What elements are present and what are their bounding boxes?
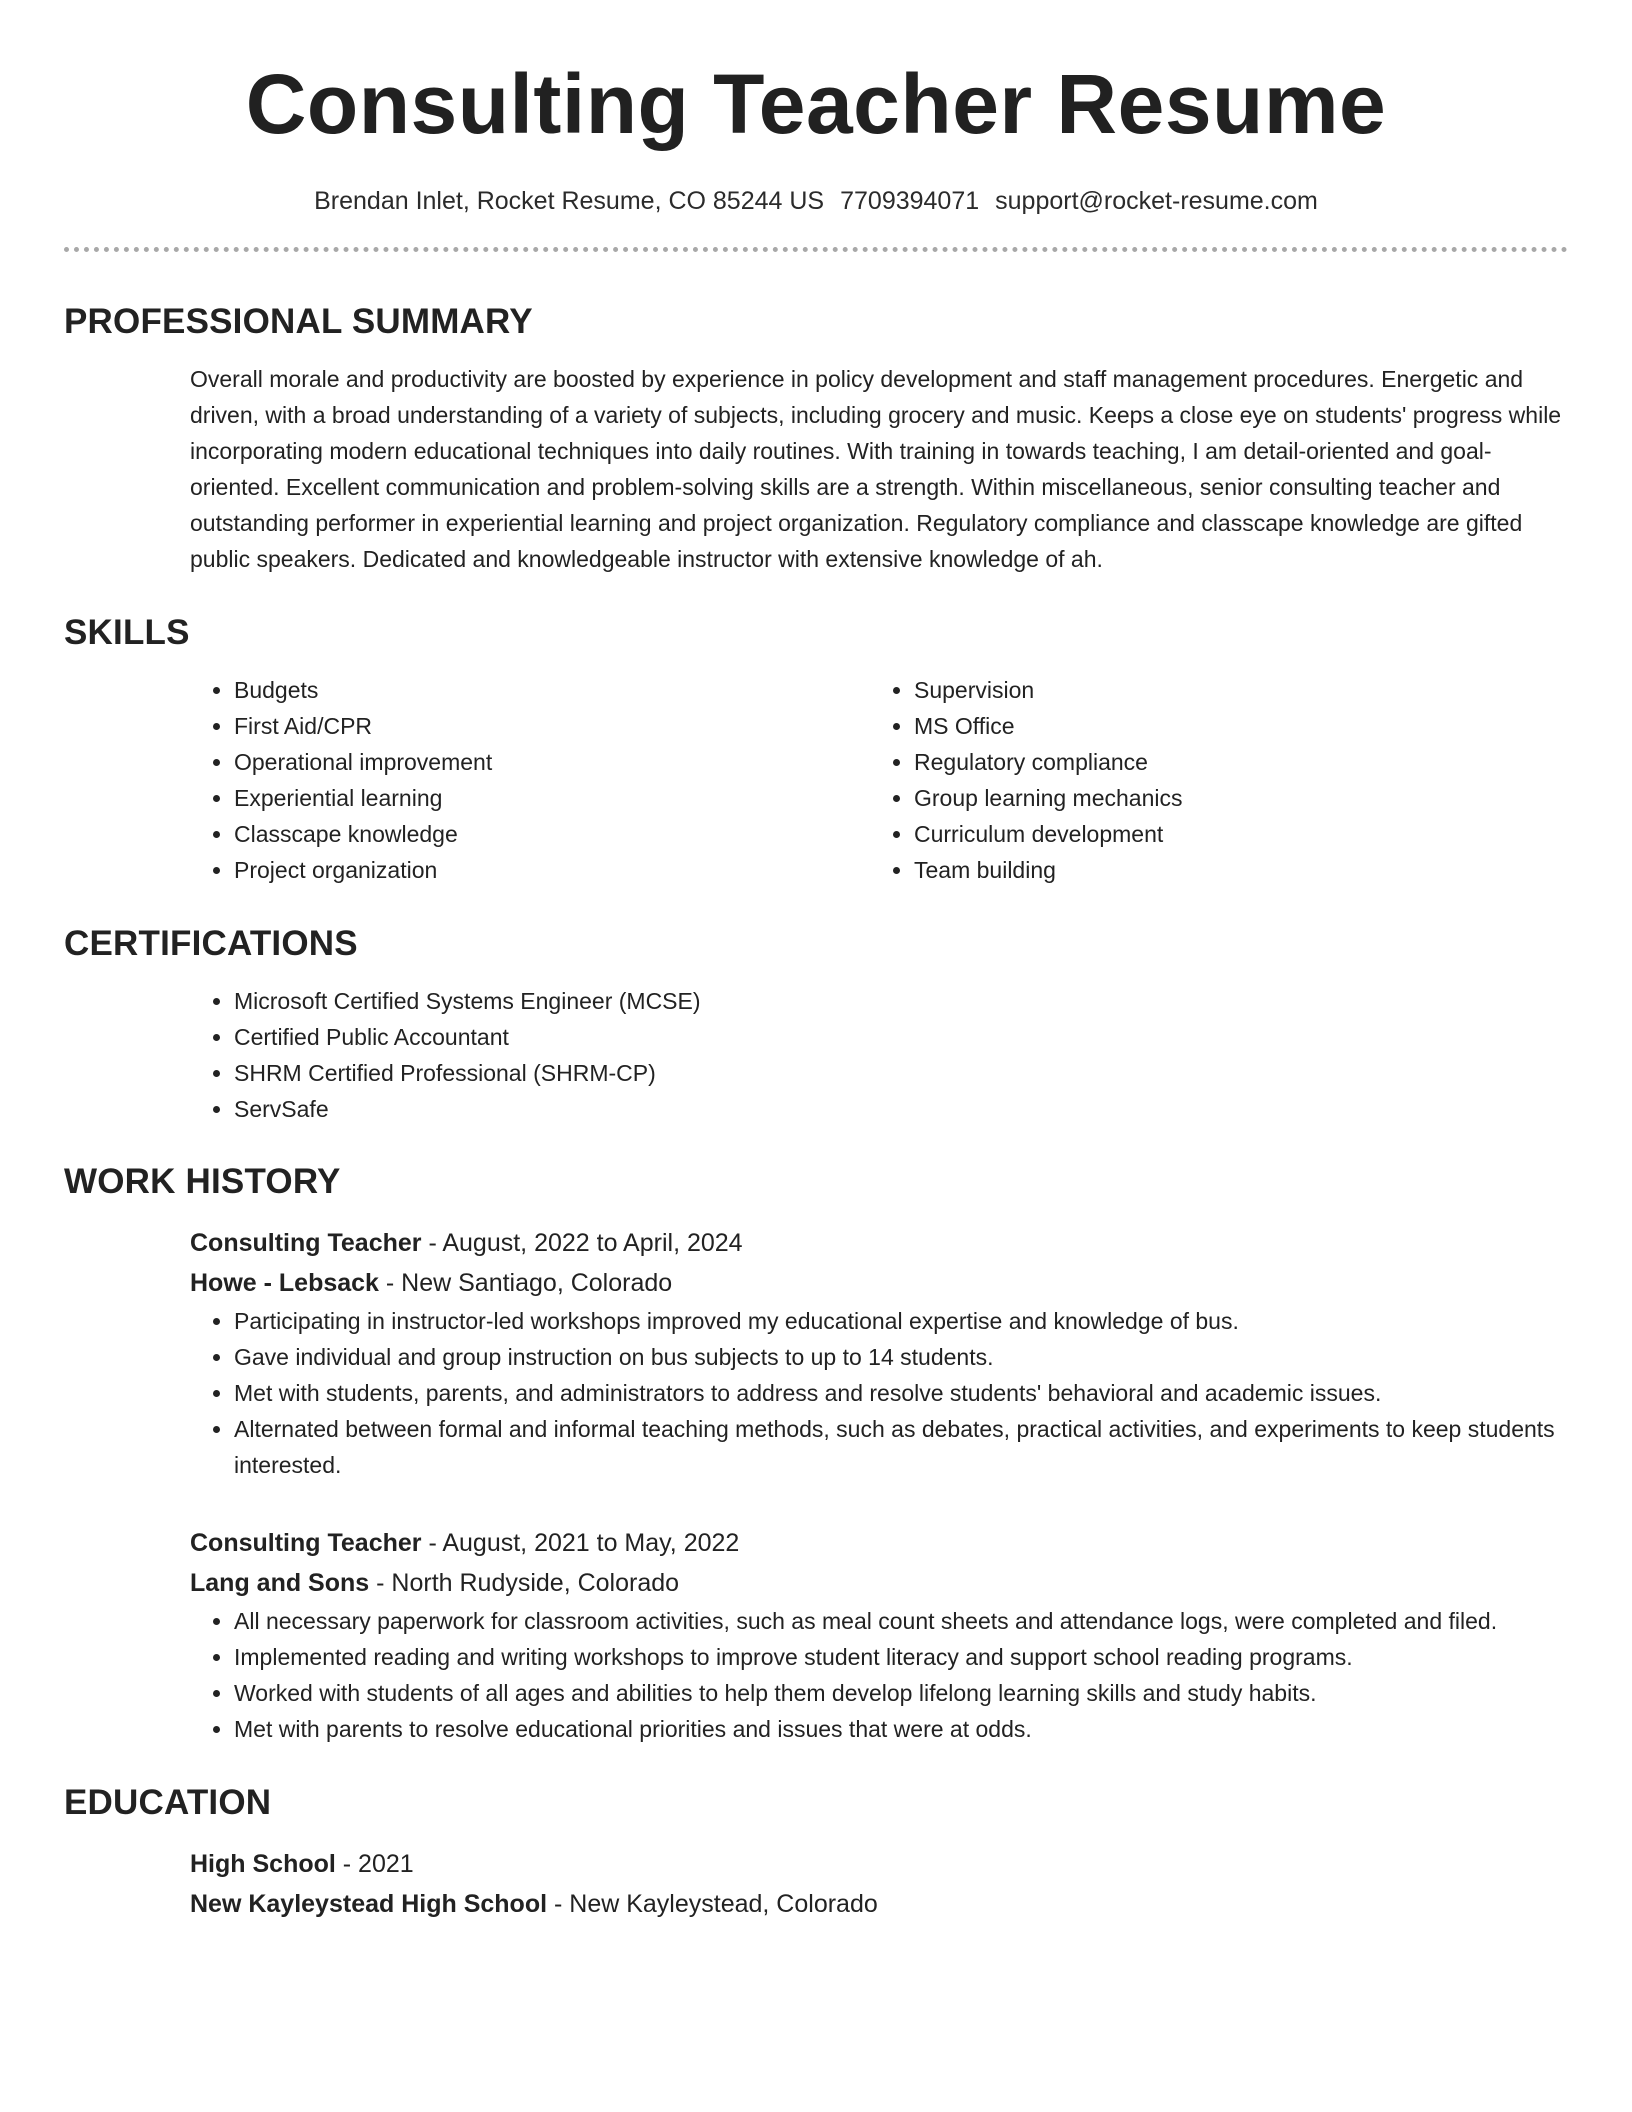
skill-item: • Experiential learning	[234, 780, 870, 816]
job-entry	[190, 1523, 1568, 1747]
skill-item: • First Aid/CPR	[234, 708, 870, 744]
job-bullet: • Worked with students of all ages and abilities to help them develop lifelong learning skills and study habits.	[234, 1675, 1568, 1711]
skill-item: • Regulatory compliance	[914, 744, 1550, 780]
job-entry	[190, 1223, 1568, 1483]
skill-item: • Operational improvement	[234, 744, 870, 780]
certifications-section	[64, 926, 1568, 1127]
skill-item: • Project organization	[234, 852, 870, 888]
resume-title: Consulting Teacher Resume	[245, 57, 1387, 151]
job-bullet: • Participating in instructor-led workshops improved my educational expertise and knowledge of bus.	[234, 1303, 1568, 1339]
education-location: - New Kayleystead, Colorado	[547, 1890, 878, 1918]
skill-item: • Budgets	[234, 672, 870, 708]
education-entry	[190, 1844, 1568, 1924]
summary-section	[64, 304, 1568, 577]
certification-item: • SHRM Certified Professional (SHRM-CP)	[234, 1055, 1568, 1091]
education-heading: EDUCATION	[64, 1783, 272, 1822]
certifications-list	[190, 983, 1568, 1127]
job-dates: - August, 2021 to May, 2022	[421, 1529, 740, 1557]
education-school: New Kayleystead High School	[190, 1890, 548, 1918]
job-bullet: • Met with parents to resolve educational priorities and issues that were at odds.	[234, 1711, 1568, 1747]
job-bullets	[190, 1303, 1568, 1483]
certification-item: • Microsoft Certified Systems Engineer (MCSE)	[234, 983, 1568, 1019]
job-dates: - August, 2022 to April, 2024	[421, 1229, 743, 1257]
skill-item: • Classcape knowledge	[234, 816, 870, 852]
job-location: - North Rudyside, Colorado	[369, 1569, 680, 1597]
certification-item: • ServSafe	[234, 1091, 1568, 1127]
job-company-line	[190, 1563, 1568, 1603]
education-degree-line	[190, 1844, 1568, 1884]
education-section	[64, 1785, 1568, 1924]
education-year: - 2021	[335, 1850, 414, 1878]
skill-item: • Team building	[914, 852, 1550, 888]
job-title-line	[190, 1223, 1568, 1263]
work-history-heading: WORK HISTORY	[64, 1162, 341, 1201]
summary-text: Overall morale and productivity are boosted by experience in policy development and staff management procedures. Energetic and driven, with a broad understanding of a variety of subjects, including grocery and music. Keeps a close eye on students' progress while incorporating modern educational techniques into daily routines. With training in towards teaching, I am detail-oriented and goal-oriented. Excellent communication and problem-solving skills are a strength. Within miscellaneous, senior consulting teacher and outstanding performer in experiential learning and project organization. Regulatory compliance and classcape knowledge are gifted public speakers. Dedicated and knowledgeable instructor with extensive knowledge of ah.	[190, 366, 1562, 572]
skill-item: • Supervision	[914, 672, 1550, 708]
job-title: Consulting Teacher	[190, 1529, 422, 1557]
job-bullet: • Met with students, parents, and administrators to address and resolve students' behavioral and academic issues.	[234, 1375, 1568, 1411]
skill-item: • Curriculum development	[914, 816, 1550, 852]
education-school-line	[190, 1884, 1568, 1924]
contact-line	[64, 186, 1568, 216]
skills-section	[64, 615, 1568, 888]
skills-heading: SKILLS	[64, 613, 190, 652]
job-title-line	[190, 1523, 1568, 1563]
certifications-heading: CERTIFICATIONS	[64, 924, 358, 963]
job-company: Howe - Lebsack	[190, 1269, 379, 1297]
job-title: Consulting Teacher	[190, 1229, 422, 1257]
work-history-section	[64, 1164, 1568, 1747]
job-company: Lang and Sons	[190, 1569, 370, 1597]
job-bullet: • Implemented reading and writing workshops to improve student literacy and support school reading programs.	[234, 1639, 1568, 1675]
job-bullet: • Gave individual and group instruction on bus subjects to up to 14 students.	[234, 1339, 1568, 1375]
skills-grid	[190, 672, 1568, 888]
skill-item: • MS Office	[914, 708, 1550, 744]
job-company-line	[190, 1263, 1568, 1303]
skills-column-right	[870, 672, 1550, 888]
skills-column-left	[190, 672, 870, 888]
contact-phone: 7709394071	[840, 187, 980, 215]
contact-email: support@rocket-resume.com	[995, 187, 1318, 215]
summary-heading: PROFESSIONAL SUMMARY	[64, 302, 533, 341]
header-divider	[64, 247, 1568, 252]
job-bullets	[190, 1603, 1568, 1747]
job-location: - New Santiago, Colorado	[378, 1269, 673, 1297]
skill-item: • Group learning mechanics	[914, 780, 1550, 816]
education-degree: High School	[190, 1850, 336, 1878]
job-bullet: • All necessary paperwork for classroom activities, such as meal count sheets and attendance logs, were completed and filed.	[234, 1603, 1568, 1639]
certification-item: • Certified Public Accountant	[234, 1019, 1568, 1055]
job-bullet: • Alternated between formal and informal teaching methods, such as debates, practical activities, and experiments to keep students interested.	[234, 1411, 1568, 1483]
contact-address: Brendan Inlet, Rocket Resume, CO 85244 US	[314, 187, 825, 215]
